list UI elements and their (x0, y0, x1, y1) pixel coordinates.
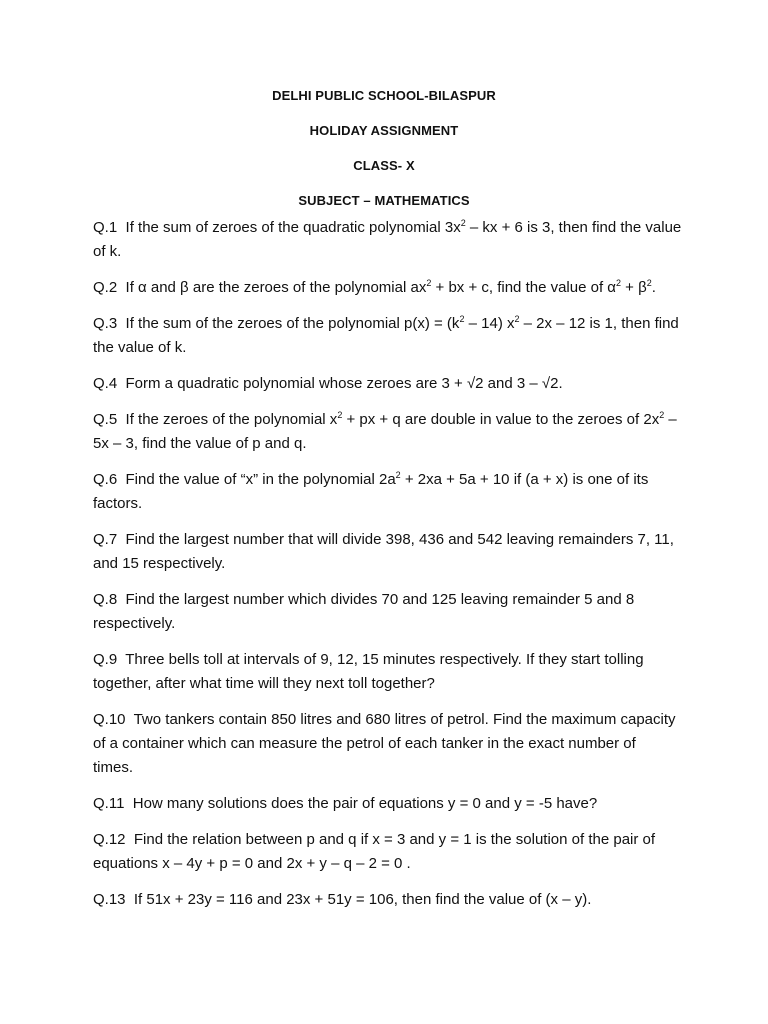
question-text: If 51x + 23y = 116 and 23x + 51y = 106, then find the value of (x – y). (125, 891, 592, 908)
question-number: Q.7 (93, 531, 118, 548)
question-text: If the sum of zeroes of the quadratic polynomial $3x^2$ – kx + 6 is 3, then find the value of k. (93, 218, 682, 260)
question-text: Find the largest number which divides 70 and 125 leaving remainder 5 and 8 respectively. (93, 591, 635, 632)
class-label: CLASS- X (353, 158, 415, 173)
assignment-title: HOLIDAY ASSIGNMENT (309, 123, 459, 138)
subject-label: SUBJECT – MATHEMATICS (298, 193, 470, 208)
question-number: Q.1 (93, 219, 118, 236)
question-item (93, 312, 683, 360)
question-list (93, 216, 683, 924)
question-number: Q.11 (93, 795, 125, 812)
question-item (93, 888, 683, 912)
question-number: Q.4 (93, 375, 118, 392)
question-item (93, 708, 683, 780)
question-number: Q.3 (93, 315, 118, 332)
question-item (93, 792, 683, 816)
question-item (93, 828, 683, 876)
question-item (93, 468, 683, 516)
question-number: Q.8 (93, 591, 118, 608)
question-text: Find the value of “x” in the polynomial $2a^2 + 2xa + 5a + 10$ if (a + x) is one of its factors. (93, 470, 649, 512)
question-item (93, 408, 683, 456)
question-item (93, 216, 683, 264)
school-name: DELHI PUBLIC SCHOOL-BILASPUR (272, 88, 496, 103)
question-text: Form a quadratic polynomial whose zeroes are 3 + √2 and 3 – √2. (117, 375, 563, 392)
question-text: If α and β are the zeroes of the polynomial $ax^2$ + bx + c, find the value of $\alpha^2 + \beta^2$. (117, 278, 656, 296)
question-item (93, 648, 683, 696)
question-item (93, 588, 683, 636)
document-header (0, 88, 768, 228)
question-text: If the zeroes of the polynomial $x^2$ + px + q are double in value to the zeroes of $2x^2 - 5x - 3$, find the value of p and q. (93, 410, 677, 452)
question-text: How many solutions does the pair of equations y = 0 and y = -5 have? (124, 795, 598, 812)
question-text: If the sum of the zeroes of the polynomial $p(x) = (k^2 - 14)$ $x^2 - 2x - 12$ is 1, then find the value of k. (93, 314, 679, 356)
question-item (93, 276, 683, 300)
question-number: Q.10 (93, 711, 126, 728)
question-number: Q.5 (93, 411, 118, 428)
question-text: Three bells toll at intervals of 9, 12, 15 minutes respectively. If they start tolling together, after what time will they next toll together? (93, 651, 644, 692)
question-number: Q.2 (93, 279, 118, 296)
question-text: Find the relation between p and q if x = 3 and y = 1 is the solution of the pair of equations x – 4y + p = 0 and 2x + y – q – 2 = 0 . (93, 831, 656, 872)
question-text: Find the largest number that will divide 398, 436 and 542 leaving remainders 7, 11, and 15 respectively. (93, 531, 674, 572)
question-number: Q.12 (93, 831, 126, 848)
question-text: Two tankers contain 850 litres and 680 litres of petrol. Find the maximum capacity of a container which can measure the petrol of each tanker in the exact number of times. (93, 711, 676, 776)
question-number: Q.6 (93, 471, 118, 488)
question-number: Q.13 (93, 891, 126, 908)
question-item (93, 528, 683, 576)
question-item (93, 372, 683, 396)
question-number: Q.9 (93, 651, 118, 668)
